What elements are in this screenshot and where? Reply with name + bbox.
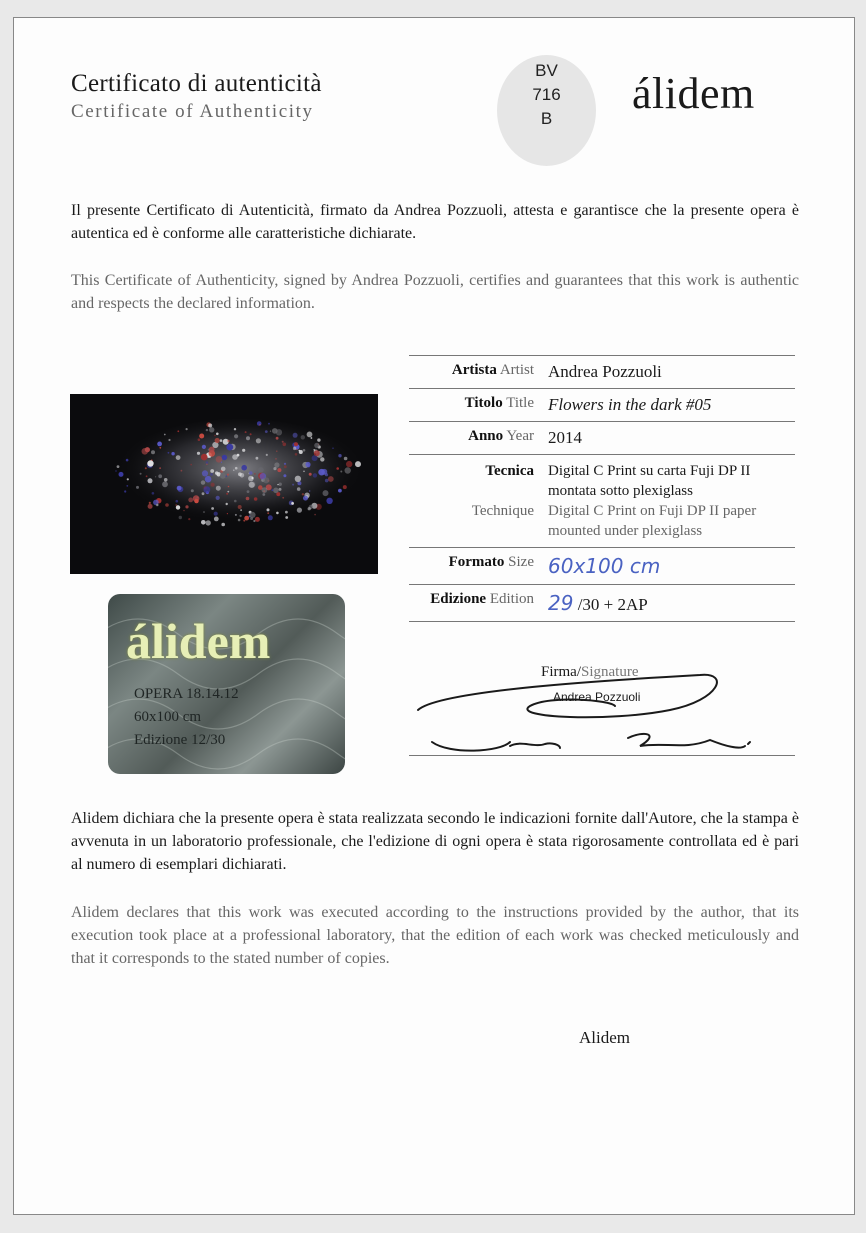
edition-suffix: /30 + 2AP [577, 595, 648, 614]
edition-value [548, 585, 795, 622]
stamp-line: B [540, 109, 553, 128]
declaration-paragraph-english: Alidem declares that this work was executed according to the instructions provided by the author, that its execution took place at a professional laboratory, that the edition of each work was checked meticulously and that it corresponds to the stated number of copies. [71, 904, 799, 967]
alidem-logo: álidem [632, 69, 755, 118]
title-value: Flowers in the dark #05 [548, 389, 795, 422]
artwork-details-table [409, 355, 795, 622]
year-value: 2014 [548, 422, 795, 455]
edition-label: Edizione Edition [409, 585, 548, 622]
technique-value-italian: Digital C Print su carta Fuji DP II montata sotto plexiglass [548, 463, 751, 499]
signature-line [409, 755, 795, 756]
closing-signature-alidem: Alidem [579, 1028, 630, 1047]
stamp-line: 716 [532, 85, 561, 104]
technique-value [548, 455, 795, 548]
artist-label: Artista Artist [409, 356, 548, 389]
intro-paragraph-italian: Il presente Certificato di Autenticità, firmato da Andrea Pozzuoli, attesta e garantisce che la presente opera è autentica ed è conforme alle caratteristiche dichiarate. [71, 202, 799, 242]
size-label: Formato Size [409, 548, 548, 585]
technique-label: Tecnica Technique [409, 455, 548, 548]
title-row [409, 389, 795, 422]
certificate-title-italian: Certificato di autenticità [71, 70, 322, 97]
edition-row [409, 585, 795, 622]
edition-stamp [497, 55, 596, 166]
hologram-text: Edizione 12/30 [134, 732, 226, 748]
artwork-image [70, 394, 378, 574]
size-row [409, 548, 795, 585]
edition-number-handwritten: 29 [548, 591, 574, 615]
hologram-logo: álidem [126, 613, 271, 669]
size-handwritten: 60x100 cm [548, 554, 661, 578]
hologram-text: 60x100 cm [134, 709, 202, 725]
technique-value-english: Digital C Print on Fuji DP II paper mounted under plexiglass [548, 503, 757, 539]
signature-printed-name: Andrea Pozzuoli [553, 690, 641, 704]
year-row [409, 422, 795, 455]
intro-paragraph-english: This Certificate of Authenticity, signed by Andrea Pozzuoli, certifies and guarantees that this work is authentic and respects the declared information. [71, 272, 799, 312]
artist-value: Andrea Pozzuoli [548, 356, 795, 389]
hologram-text: OPERA 18.14.12 [134, 686, 239, 702]
declaration-paragraph-italian: Alidem dichiara che la presente opera è stata realizzata secondo le indicazioni fornite dall'Autore, che la stampa è avvenuta in un laboratorio professionale, che l'edizione di ogni opera è stata rigorosamente controllata ed è pari al numero di esemplari dichiarati. [71, 810, 799, 873]
title-label: Titolo Title [409, 389, 548, 422]
signature-title: Firma/Signature [541, 664, 639, 680]
artist-row [409, 356, 795, 389]
size-value [548, 548, 795, 585]
stamp-line: BV [535, 61, 558, 80]
year-label: Anno Year [409, 422, 548, 455]
certificate-title-english: Certificate of Authenticity [71, 101, 314, 122]
technique-row [409, 455, 795, 548]
hologram-sticker [108, 594, 345, 774]
